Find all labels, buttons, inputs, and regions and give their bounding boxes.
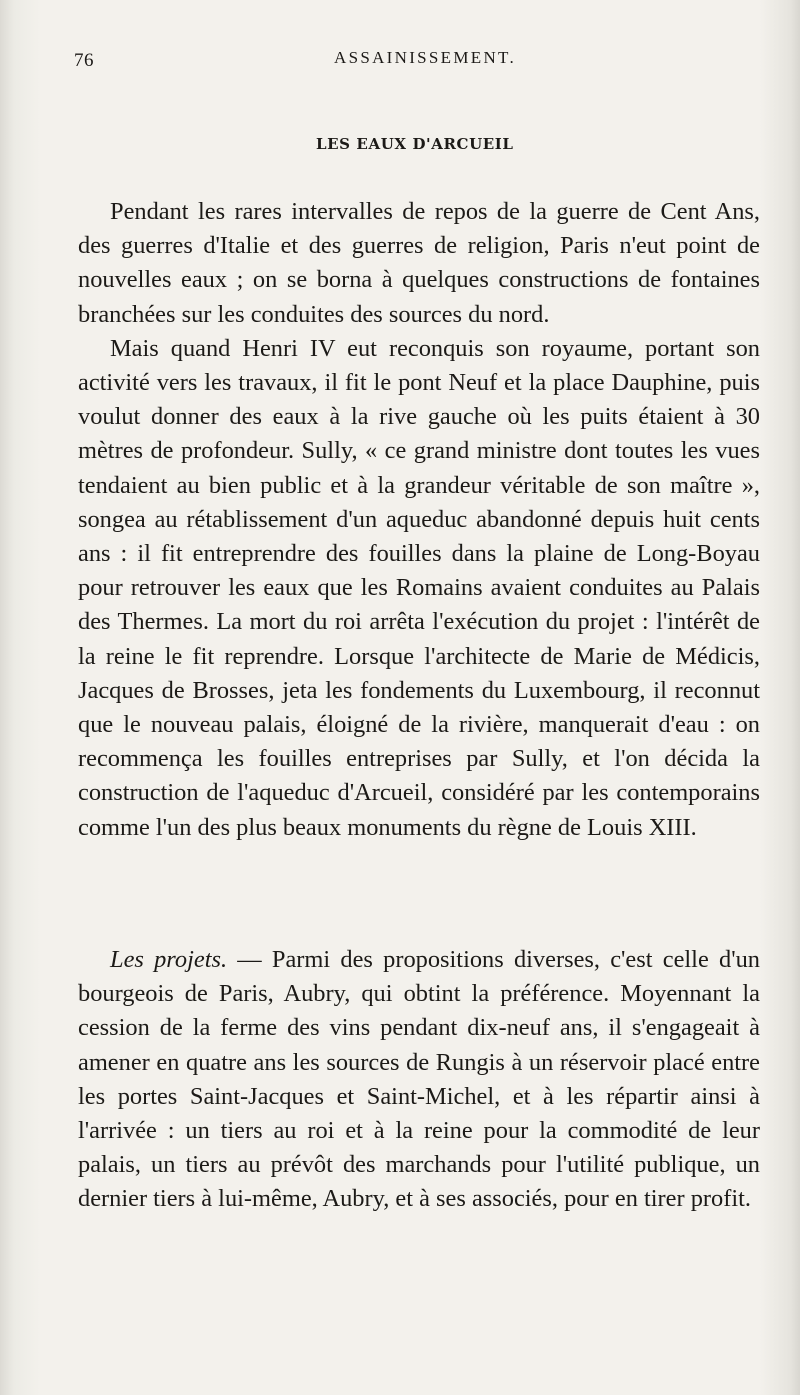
running-head: [74, 46, 764, 76]
paragraph: Pendant les rares intervalles de repos de la guerre de Cent Ans, des guerres d'Italie et des guerres de religion, Paris n'eut point de nouvelles eaux ; on se borna à quelques constructions de fontaines branchées sur les conduites des sources du nord.: [78, 198, 760, 328]
body-text: [78, 195, 760, 845]
paragraph-lead-term: Les projets.: [110, 946, 228, 973]
body-text-section-projets: [78, 943, 760, 1217]
paragraph-text: — Parmi des propositions diverses, c'est celle d'un bourgeois de Paris, Aubry, qui obtint la préférence. Moyennant la cession de la ferme des vins pendant dix-neuf ans, il s'engageait à amener en quatre ans les sources de Rungis à un réservoir placé entre les portes Saint-Jacques et Saint-Michel, et à les répartir ainsi à l'arrivée : un tiers au roi et à la reine pour la commodité de leur palais, un tiers au prévôt des marchands pour l'utilité publique, un dernier tiers à lui-même, Aubry, et à ses associés, pour en tirer profit.: [78, 946, 760, 1213]
paragraph: [78, 943, 760, 1217]
section-title: LES EAUX D'ARCUEIL: [316, 135, 514, 153]
paragraph: Mais quand Henri IV eut reconquis son royaume, portant son activité vers les travaux, il fit le pont Neuf et la place Dauphine, puis voulut donner des eaux à la rive gauche où les puits étaient à 30 mètres de profondeur. Sully, « ce grand ministre dont toutes les vues tendaient au bien public et à la grandeur véritable de son maître », songea au rétablissement d'un aqueduc abandonné depuis huit cents ans : il fit entreprendre des fouilles dans la plaine de Long-Boyau pour retrouver les eaux que les Romains avaient conduites au Palais des Thermes. La mort du roi arrêta l'exécution du projet : l'intérêt de la reine le fit reprendre. Lorsque l'architecte de Marie de Médicis, Jacques de Brosses, jeta les fondements du Luxembourg, il reconnut que le nouveau palais, éloigné de la rivière, manquerait d'eau : on recommença les fouilles entreprises par Sully, et l'on décida la construction de l'aqueduc d'Arcueil, considéré par les contemporains comme l'un des plus beaux monuments du règne de Louis XIII.: [78, 334, 760, 841]
running-title: ASSAINISSEMENT.: [334, 48, 517, 67]
page-number: 76: [74, 50, 94, 71]
